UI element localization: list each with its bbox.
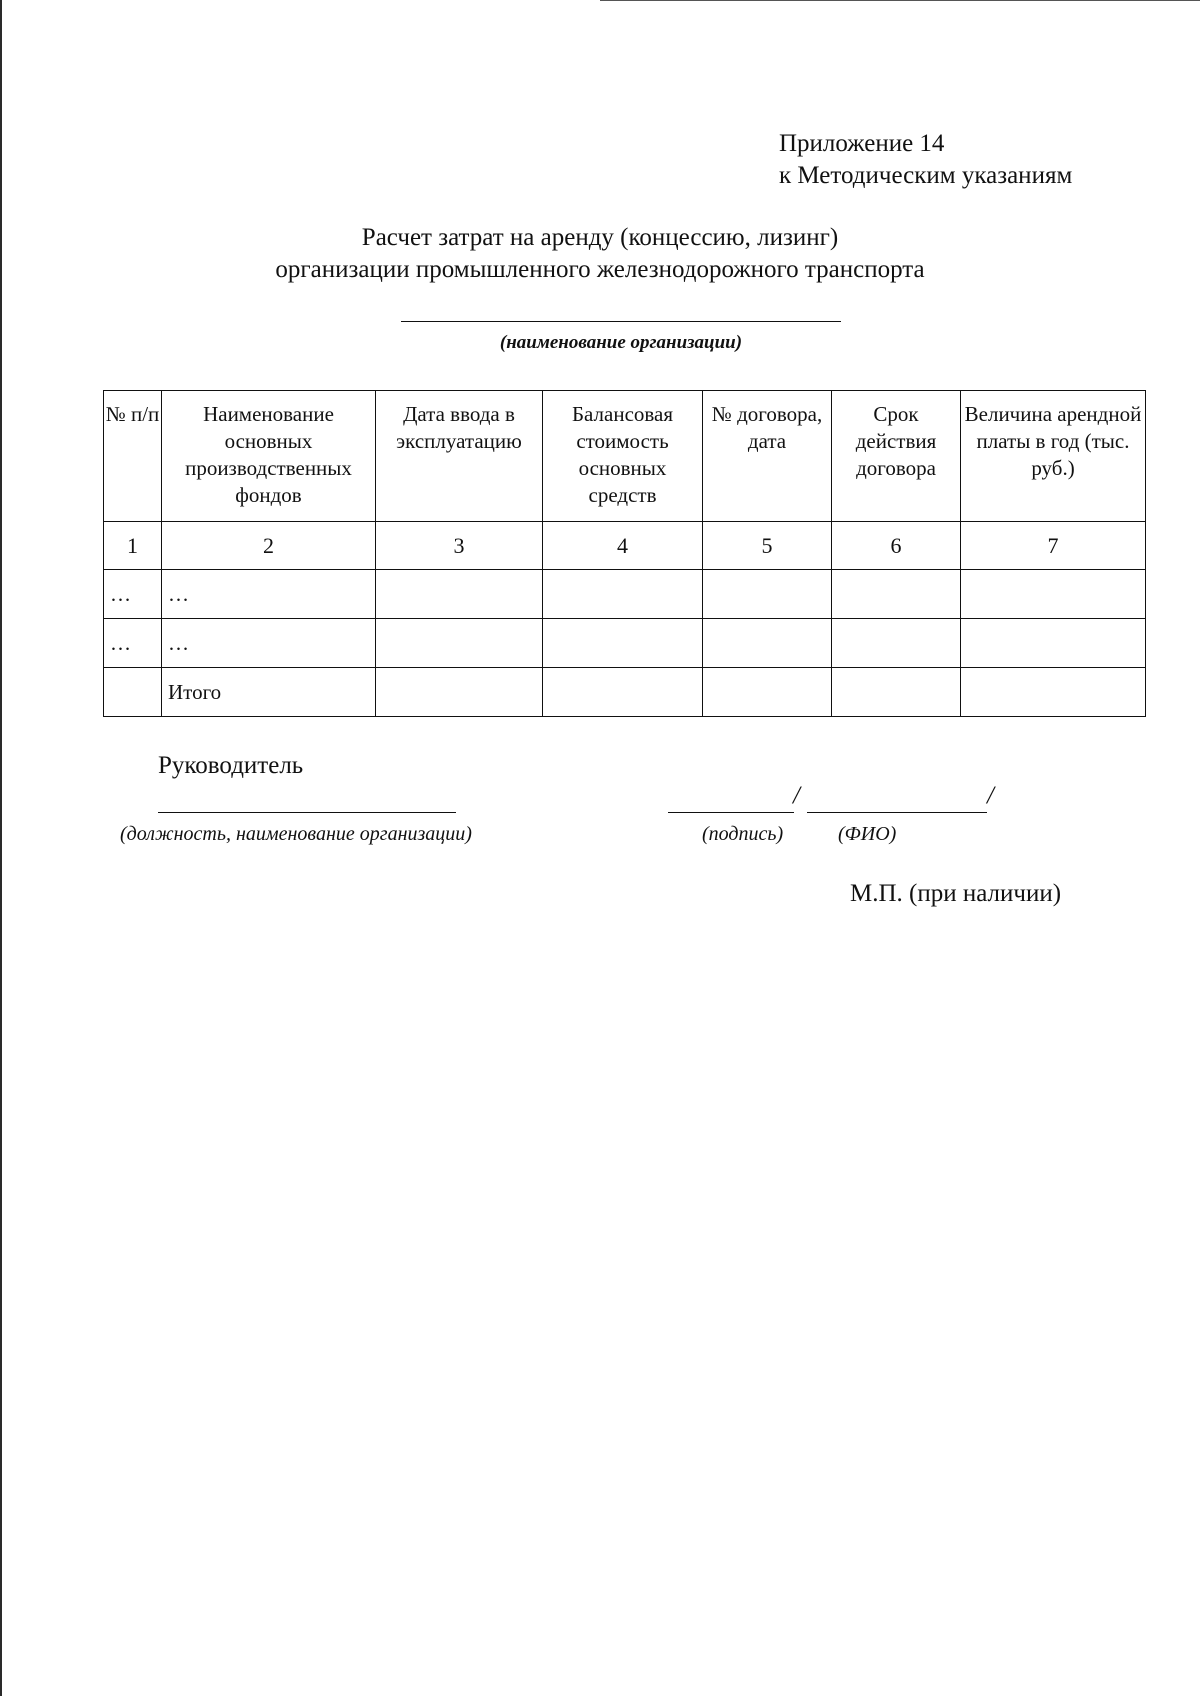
appendix-reference — [779, 128, 1072, 192]
scan-edge-top — [600, 0, 1200, 1]
organization-name-caption: (наименование организации) — [499, 332, 743, 353]
signature-line — [668, 812, 794, 813]
total-label: Итого — [162, 668, 376, 717]
table-cell[interactable] — [703, 668, 832, 717]
column-number: 7 — [961, 522, 1146, 570]
column-number: 3 — [376, 522, 543, 570]
column-number: 4 — [543, 522, 703, 570]
header-commissioning-date: Дата ввода в эксплуатацию — [376, 391, 543, 522]
document-title — [180, 222, 1020, 286]
header-annual-rent: Величина арендной платы в год (тыс. руб.) — [961, 391, 1146, 522]
organization-name-line — [401, 321, 841, 322]
full-name-line — [807, 812, 987, 813]
table-cell[interactable] — [703, 619, 832, 668]
table-row — [104, 619, 1146, 668]
appendix-line-2: к Методическим указаниям — [779, 162, 1073, 189]
separator-slash: / — [793, 782, 800, 809]
stamp-label: М.П. (при наличии) — [850, 880, 1062, 907]
table-cell[interactable] — [543, 668, 703, 717]
table-cell[interactable] — [376, 619, 543, 668]
lease-cost-table — [103, 390, 1146, 717]
header-book-value: Балансовая стоимость основных средств — [543, 391, 703, 522]
title-line-2: организации промышленного железнодорожного транспорта — [275, 256, 925, 283]
table-cell[interactable] — [961, 619, 1146, 668]
signature-caption: (подпись) — [702, 823, 784, 845]
head-label: Руководитель — [158, 752, 304, 779]
scan-edge-left — [0, 0, 2, 1696]
separator-slash: / — [987, 782, 994, 809]
position-caption: (должность, наименование организации) — [120, 823, 472, 845]
table-cell[interactable]: … — [162, 619, 376, 668]
table-cell[interactable] — [543, 619, 703, 668]
column-number: 1 — [104, 522, 162, 570]
table-total-row — [104, 668, 1146, 717]
header-contract-term: Срок действия договора — [832, 391, 961, 522]
header-asset-name: Наименование основных производственных фондов — [162, 391, 376, 522]
table-cell[interactable]: … — [104, 570, 162, 619]
table-cell[interactable] — [543, 570, 703, 619]
column-number: 2 — [162, 522, 376, 570]
table-cell[interactable] — [832, 619, 961, 668]
table-row — [104, 570, 1146, 619]
table-cell[interactable]: … — [104, 619, 162, 668]
table-header-row — [104, 391, 1146, 522]
position-line — [158, 812, 456, 813]
table-cell[interactable] — [832, 668, 961, 717]
column-number: 6 — [832, 522, 961, 570]
column-number: 5 — [703, 522, 832, 570]
header-row-number: № п/п — [104, 391, 162, 522]
table-cell[interactable]: … — [162, 570, 376, 619]
full-name-caption: (ФИО) — [838, 823, 897, 845]
table-cell[interactable] — [376, 668, 543, 717]
table-cell[interactable] — [961, 668, 1146, 717]
header-contract-number-date: № договора, дата — [703, 391, 832, 522]
table-cell[interactable] — [104, 668, 162, 717]
title-line-1: Расчет затрат на аренду (концессию, лизинг) — [361, 224, 839, 251]
table-cell[interactable] — [961, 570, 1146, 619]
table-cell[interactable] — [832, 570, 961, 619]
table-column-numbers-row — [104, 522, 1146, 570]
appendix-line-1: Приложение 14 — [779, 130, 945, 157]
table-cell[interactable] — [376, 570, 543, 619]
table-cell[interactable] — [703, 570, 832, 619]
